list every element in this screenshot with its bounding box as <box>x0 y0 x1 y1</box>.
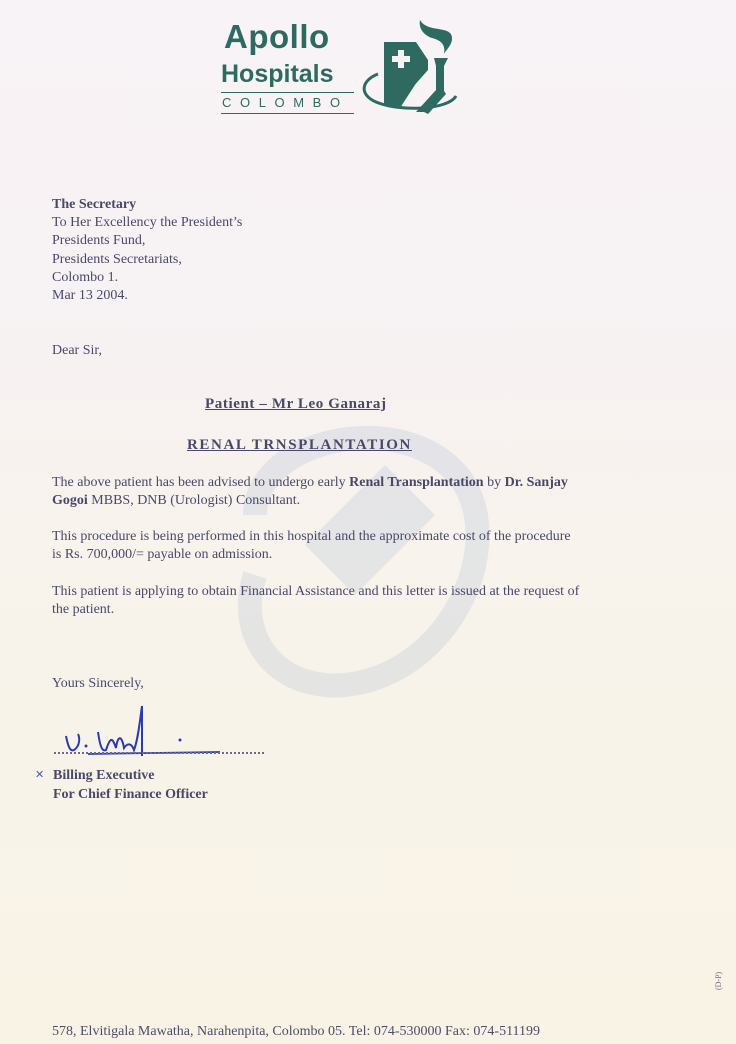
text-span: by <box>483 475 505 490</box>
recipient-line: The Secretary <box>52 197 137 212</box>
text-span: The above patient has been advised to undergo early <box>52 475 350 490</box>
margin-mark: (D-P) <box>714 971 723 990</box>
logo-rule-bottom <box>221 113 354 114</box>
letterhead-logo <box>220 18 465 118</box>
initial-mark-icon: ✕ <box>35 769 45 781</box>
procedure-name: Renal Transplantation <box>349 475 484 490</box>
salutation: Dear Sir, <box>52 343 102 358</box>
recipient-line: To Her Excellency the President’s <box>52 215 243 231</box>
subject-line: Patient – Mr Leo Ganaraj <box>205 396 387 412</box>
recipient-line: Presidents Fund, <box>52 233 146 249</box>
recipient-line: Colombo 1. <box>52 269 119 285</box>
footer-address: 578, Elvitigala Mawatha, Narahenpita, Colombo 05. Tel: 074-530000 Fax: 074-511199 <box>52 1024 541 1039</box>
closing: Yours Sincerely, <box>52 676 144 691</box>
recipient-line: Presidents Secretariats, <box>52 251 182 267</box>
letter-date: Mar 13 2004. <box>52 288 128 304</box>
logo-apollo-text: Apollo <box>224 18 330 55</box>
signer-title: Billing Executive <box>53 768 155 783</box>
recipient-address <box>52 196 242 305</box>
logo-colombo-text: COLOMBO <box>222 95 349 110</box>
logo-rule-top <box>221 92 354 93</box>
apollo-torch-cross-icon <box>356 14 460 118</box>
body-paragraph-3: This patient is applying to obtain Financial Assistance and this letter is issued at the request of the patient. <box>52 584 580 617</box>
text-span: MBBS, DNB (Urologist) Consultant. <box>87 493 301 508</box>
doctor-name: Dr. Sanjay Gogoi <box>52 475 568 508</box>
logo-hospitals-text: Hospitals <box>221 60 334 88</box>
letter-heading: RENAL TRNSPLANTATION <box>187 437 412 453</box>
signer-for: For Chief Finance Officer <box>53 787 208 802</box>
signature-dotted-line <box>54 752 264 754</box>
body-paragraph-2: This procedure is being performed in this hospital and the approximate cost of the procedure is Rs. 700,000/= payable on admission. <box>52 529 571 562</box>
signer-block <box>53 766 208 804</box>
body-paragraph-1 <box>52 474 582 510</box>
